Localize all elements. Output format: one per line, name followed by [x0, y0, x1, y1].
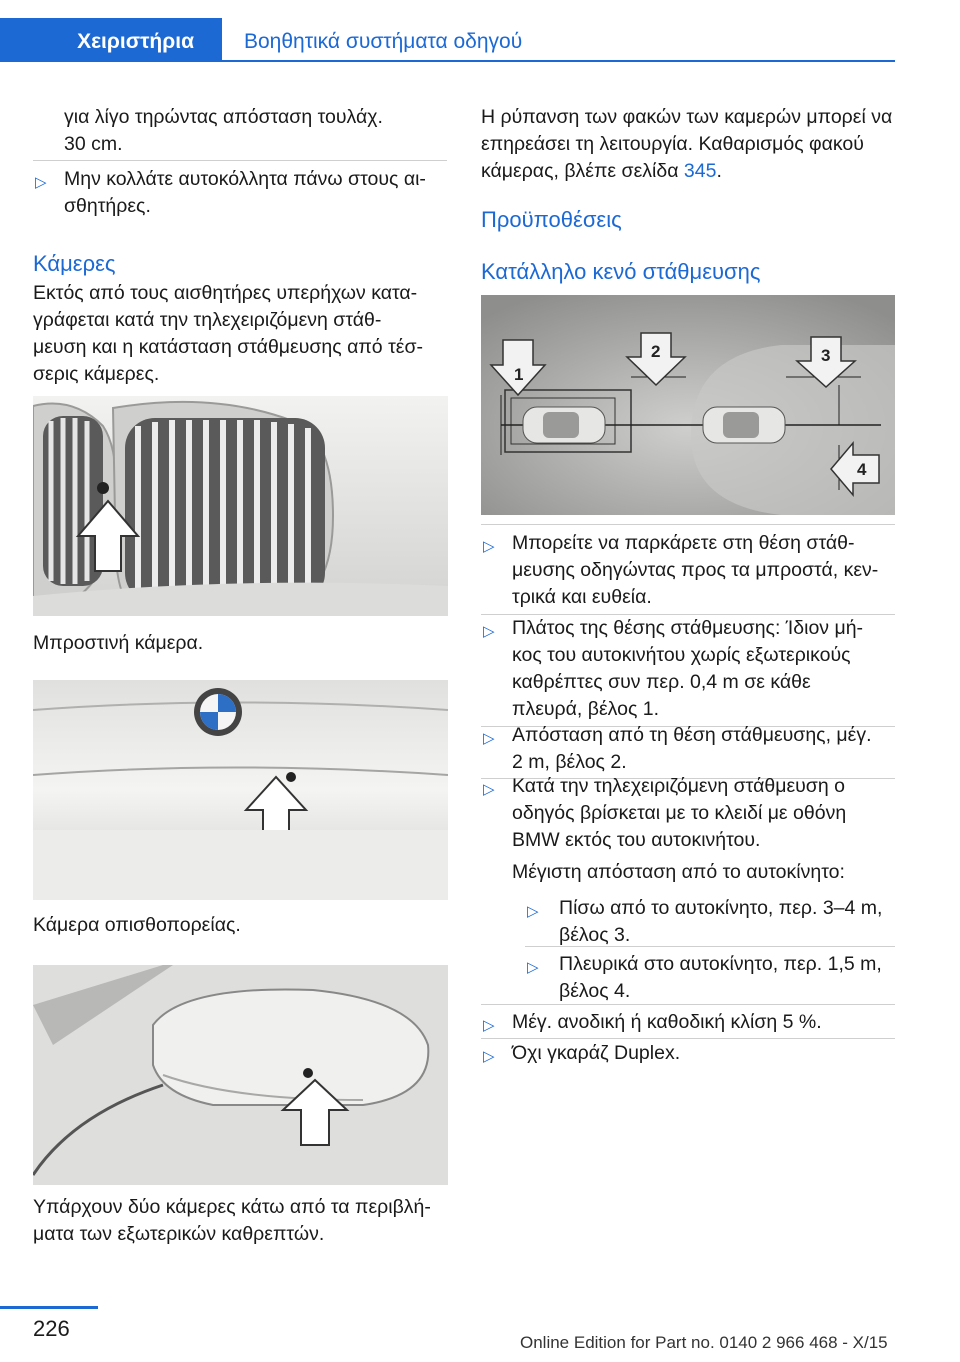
paragraph-line: μευση και η κατάσταση στάθμευσης από τέσ‐: [33, 336, 423, 358]
mirror-camera-image: [33, 965, 448, 1185]
caption-rear-camera: Κάμερα οπισθοπορείας.: [33, 914, 241, 936]
divider: [525, 946, 895, 947]
paragraph-text: κάμερας, βλέπε σελίδα: [481, 160, 684, 182]
paragraph-line: γράφεται κατά την τηλεχειριζόμενη στάθ‐: [33, 309, 382, 331]
bullet-text: μευσης οδηγώντας προς τα μπροστά, κεν‐: [512, 559, 879, 581]
continued-text-line1: για λίγο τηρώντας απόσταση τουλάχ.: [64, 106, 383, 128]
paragraph-line: Εκτός από τους αισθητήρες υπερήχων κατα‐: [33, 282, 418, 304]
bullet-triangle-icon: ▷: [483, 623, 495, 640]
divider: [481, 1004, 895, 1005]
sub-bullet-text: βέλος 3.: [559, 924, 631, 946]
sub-bullet-text: βέλος 4.: [559, 980, 631, 1002]
bullet-triangle-icon: ▷: [527, 903, 539, 920]
footer-accent-line: [0, 1306, 98, 1309]
arrow-label-4: 4: [857, 460, 867, 479]
bullet-triangle-icon: ▷: [483, 1048, 495, 1065]
arrow-label-3: 3: [821, 346, 831, 365]
bullet-text: πλευρά, βέλος 1.: [512, 698, 660, 720]
paragraph-line: επηρεάσει τη λειτουργία. Καθαρισμός φακού: [481, 133, 864, 155]
paragraph-text: .: [716, 160, 722, 182]
paragraph-line: [481, 158, 722, 185]
parking-gap-diagram: [481, 295, 895, 515]
bullet-text: Μπορείτε να παρκάρετε στη θέση στάθ‐: [512, 532, 855, 554]
bullet-text: Μέγ. ανοδική ή καθοδική κλίση 5 %.: [512, 1011, 822, 1033]
caption-mirror-cameras: Υπάρχουν δύο κάμερες κάτω από τα περιβλή‐: [33, 1196, 431, 1218]
bullet-triangle-icon: ▷: [483, 538, 495, 555]
caption-mirror-cameras: ματα των εξωτερικών καθρεπτών.: [33, 1223, 325, 1245]
bullet-text: κος του αυτοκινήτου χωρίς εξωτερικούς: [512, 644, 851, 666]
car-icon: [703, 407, 785, 443]
front-camera-image: [33, 396, 448, 616]
paragraph-line: σερις κάμερες.: [33, 363, 160, 385]
bullet-text: Μην κολλάτε αυτοκόλλητα πάνω στους αι‐: [64, 168, 426, 190]
bullet-triangle-icon: ▷: [483, 730, 495, 747]
bullet-text: σθητήρες.: [64, 195, 151, 217]
divider: [33, 160, 447, 161]
edition-text: Online Edition for Part no. 0140 2 966 468 - X/15: [520, 1333, 888, 1352]
bullet-text: τρικά και ευθεία.: [512, 586, 652, 608]
sub-bullet-text: Πίσω από το αυτοκίνητο, περ. 3–4 m,: [559, 897, 883, 919]
heading-parking-gap: Κατάλληλο κενό στάθμευσης: [481, 259, 761, 284]
sub-bullet-text: Πλευρικά στο αυτοκίνητο, περ. 1,5 m,: [559, 953, 882, 975]
heading-cameras: Κάμερες: [33, 251, 116, 276]
bullet-triangle-icon: ▷: [35, 174, 47, 191]
bullet-triangle-icon: ▷: [483, 1017, 495, 1034]
bullet-text: οδηγός βρίσκεται με το κλειδί με οθόνη: [512, 802, 847, 824]
bullet-text: καθρέπτες συν περ. 0,4 m σε κάθε: [512, 671, 811, 693]
bullet-text: Απόσταση από τη θέση στάθμευσης, μέγ.: [512, 724, 872, 746]
divider: [481, 1038, 895, 1039]
bullet-text: Όχι γκαράζ Duplex.: [512, 1042, 681, 1064]
caption-front-camera: Μπροστινή κάμερα.: [33, 632, 204, 654]
bullet-text: BMW εκτός του αυτοκινήτου.: [512, 829, 761, 851]
page-link-345[interactable]: 345: [683, 160, 717, 182]
paragraph-line: Η ρύπανση των φακών των καμερών μπορεί να: [481, 106, 893, 128]
divider: [481, 524, 895, 525]
heading-prerequisites: Προϋποθέσεις: [481, 207, 622, 232]
tab-driver-assistance[interactable]: Βοηθητικά συστήματα οδηγού: [222, 18, 895, 62]
bullet-triangle-icon: ▷: [527, 959, 539, 976]
arrow-label-2: 2: [651, 342, 661, 361]
bullet-text: Πλάτος της θέσης στάθμευσης: Ίδιον μή‐: [512, 617, 864, 639]
rear-camera-image: [33, 680, 448, 900]
header-bar: [0, 18, 895, 62]
bullet-text: 2 m, βέλος 2.: [512, 751, 627, 773]
tab-controls[interactable]: Χειριστήρια: [0, 18, 222, 62]
car-icon: [523, 407, 605, 443]
page-number: 226: [33, 1316, 70, 1341]
arrow-label-1: 1: [514, 365, 524, 384]
bullet-text: Κατά την τηλεχειριζόμενη στάθμευση ο: [512, 775, 845, 797]
continued-text-line2: 30 cm.: [64, 133, 123, 155]
bullet-subtext: Μέγιστη απόσταση από το αυτοκίνητο:: [512, 861, 845, 883]
bullet-triangle-icon: ▷: [483, 781, 495, 798]
